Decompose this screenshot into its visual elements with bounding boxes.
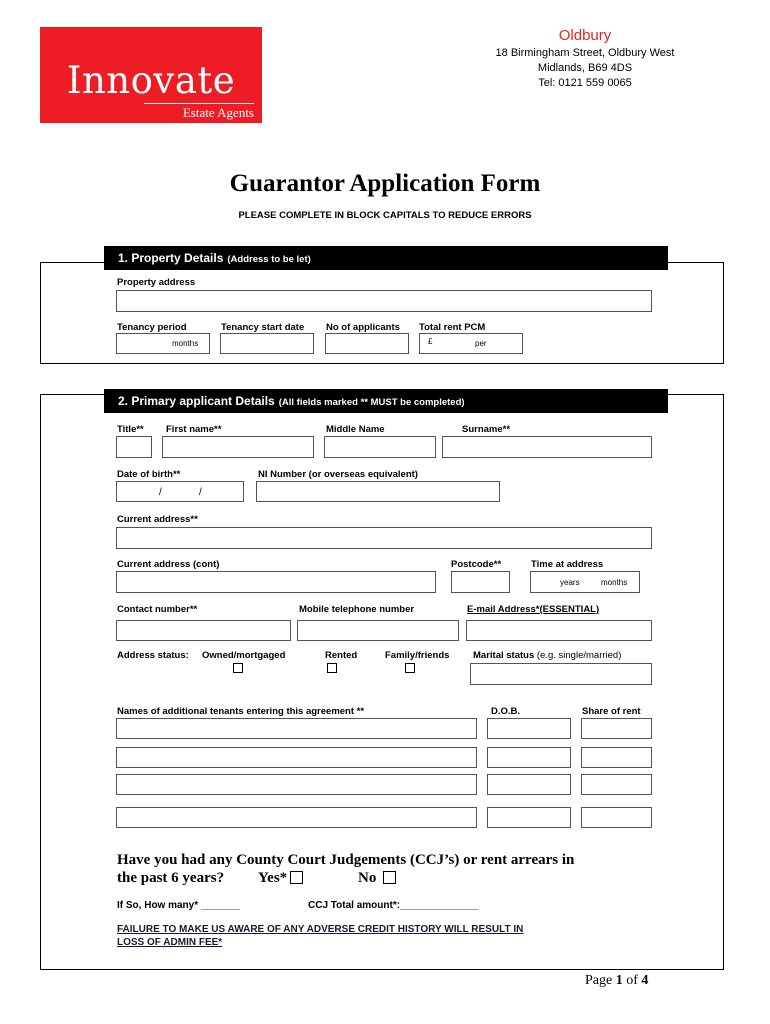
additional-tenant-dob-3[interactable] [487, 774, 571, 795]
ni-number-input[interactable] [256, 481, 500, 502]
office-telephone: Tel: 0121 559 0065 [538, 77, 632, 89]
ni-number-label: NI Number (or overseas equivalent) [258, 469, 418, 480]
rented-label: Rented [325, 650, 358, 661]
property-address-input[interactable] [116, 290, 652, 312]
logo-subtitle: Estate Agents [144, 103, 254, 121]
office-address-block [470, 26, 700, 91]
rented-checkbox[interactable] [327, 663, 337, 673]
surname-input[interactable] [442, 436, 652, 458]
middle-name-input[interactable] [324, 436, 436, 458]
total-rent-input[interactable] [419, 333, 523, 354]
rent-per: per [475, 339, 487, 348]
additional-tenants-label: Names of additional tenants entering this agreement ** [117, 706, 365, 717]
dob-input[interactable] [116, 481, 244, 502]
dob-separator-1: / [159, 487, 162, 498]
additional-tenant-dob-2[interactable] [487, 747, 571, 768]
section2-heading-note: (All fields marked ** MUST be completed) [278, 397, 465, 408]
tenancy-start-input[interactable] [220, 333, 314, 354]
owned-mortgaged-label: Owned/mortgaged [202, 650, 286, 661]
ccj-yes-checkbox[interactable] [290, 871, 303, 884]
total-rent-label: Total rent PCM [419, 322, 486, 333]
additional-tenant-share-4[interactable] [581, 807, 652, 828]
postcode-input[interactable] [451, 571, 510, 593]
dob-column-label: D.O.B. [491, 706, 521, 717]
surname-label: Surname** [462, 424, 511, 435]
current-address-input[interactable] [116, 527, 652, 549]
additional-tenant-share-1[interactable] [581, 718, 652, 739]
property-details-heading [104, 246, 668, 270]
section1-heading-text: 1. Property Details [118, 251, 224, 265]
page-number [585, 973, 648, 989]
company-logo [40, 27, 262, 123]
tenancy-period-label: Tenancy period [117, 322, 187, 333]
page-of: of [626, 973, 638, 988]
title-input[interactable] [116, 436, 152, 458]
marital-status-hint: (e.g. single/married) [536, 650, 622, 661]
page-total: 4 [641, 973, 649, 988]
additional-tenant-name-1[interactable] [116, 718, 477, 739]
office-address-line2: Midlands, B69 4DS [537, 62, 633, 74]
share-of-rent-label: Share of rent [582, 706, 641, 717]
tenancy-start-label: Tenancy start date [221, 322, 305, 333]
form-title: Guarantor Application Form [229, 170, 541, 197]
additional-tenant-name-2[interactable] [116, 747, 477, 768]
ccj-no-label: No [358, 870, 377, 886]
years-unit: years [560, 578, 580, 587]
rent-currency: £ [428, 337, 433, 346]
ccj-total-amount-field[interactable]: CCJ Total amount*:______________ [308, 900, 478, 911]
office-city: Oldbury [558, 27, 612, 44]
mobile-number-label: Mobile telephone number [299, 604, 415, 615]
contact-number-label: Contact number** [117, 604, 198, 615]
section1-heading-note: (Address to be let) [227, 254, 311, 265]
num-applicants-input[interactable] [325, 333, 409, 354]
tenancy-period-input[interactable] [116, 333, 210, 354]
owned-mortgaged-checkbox[interactable] [233, 663, 243, 673]
section2-heading-text: 2. Primary applicant Details [118, 394, 275, 408]
dob-separator-2: / [199, 487, 202, 498]
additional-tenant-name-4[interactable] [116, 807, 477, 828]
current-address-cont-label: Current address (cont) [117, 559, 220, 570]
first-name-label: First name** [166, 424, 222, 435]
property-address-label: Property address [117, 277, 196, 288]
additional-tenant-dob-4[interactable] [487, 807, 571, 828]
ccj-question-line2: the past 6 years? [117, 870, 225, 886]
marital-status-input[interactable] [470, 663, 652, 685]
ccj-how-many-field[interactable]: If So, How many* _______ [117, 900, 240, 911]
time-at-address-input[interactable] [530, 571, 640, 593]
ccj-yes-label: Yes* [258, 870, 288, 886]
contact-number-input[interactable] [116, 620, 291, 641]
mobile-number-input[interactable] [297, 620, 459, 641]
primary-applicant-heading [104, 389, 668, 413]
additional-tenant-share-3[interactable] [581, 774, 652, 795]
marital-status-text: Marital status [473, 650, 535, 661]
dob-label: Date of birth** [117, 469, 181, 480]
adverse-credit-warning-line1: FAILURE TO MAKE US AWARE OF ANY ADVERSE CREDIT HISTORY WILL RESULT IN [117, 924, 524, 935]
family-friends-checkbox[interactable] [405, 663, 415, 673]
middle-name-label: Middle Name [326, 424, 385, 435]
email-input[interactable] [466, 620, 652, 641]
address-status-label: Address status: [117, 650, 189, 661]
current-address-label: Current address** [117, 514, 198, 525]
additional-tenant-share-2[interactable] [581, 747, 652, 768]
additional-tenant-name-3[interactable] [116, 774, 477, 795]
title-label: Title** [117, 424, 144, 435]
form-subtitle: PLEASE COMPLETE IN BLOCK CAPITALS TO REDUCE ERRORS [238, 210, 532, 221]
tenancy-period-unit: months [172, 339, 199, 348]
logo-name: Innovate [66, 59, 236, 102]
first-name-input[interactable] [162, 436, 314, 458]
additional-tenant-dob-1[interactable] [487, 718, 571, 739]
family-friends-label: Family/friends [385, 650, 450, 661]
page-word: Page [585, 973, 613, 988]
email-label: E-mail Address*(ESSENTIAL) [467, 604, 600, 615]
adverse-credit-warning-line2: LOSS OF ADMIN FEE* [117, 937, 223, 948]
num-applicants-label: No of applicants [326, 322, 400, 333]
page-current: 1 [615, 973, 623, 988]
office-address-line1: 18 Birmingham Street, Oldbury West [495, 47, 675, 59]
ccj-no-checkbox[interactable] [383, 871, 396, 884]
current-address-cont-input[interactable] [116, 571, 436, 593]
ccj-question-line1: Have you had any County Court Judgements (CCJ’s) or rent arrears in [117, 852, 575, 868]
marital-status-label [473, 650, 621, 661]
months-unit: months [601, 578, 628, 587]
postcode-label: Postcode** [451, 559, 502, 570]
time-at-address-label: Time at address [531, 559, 604, 570]
